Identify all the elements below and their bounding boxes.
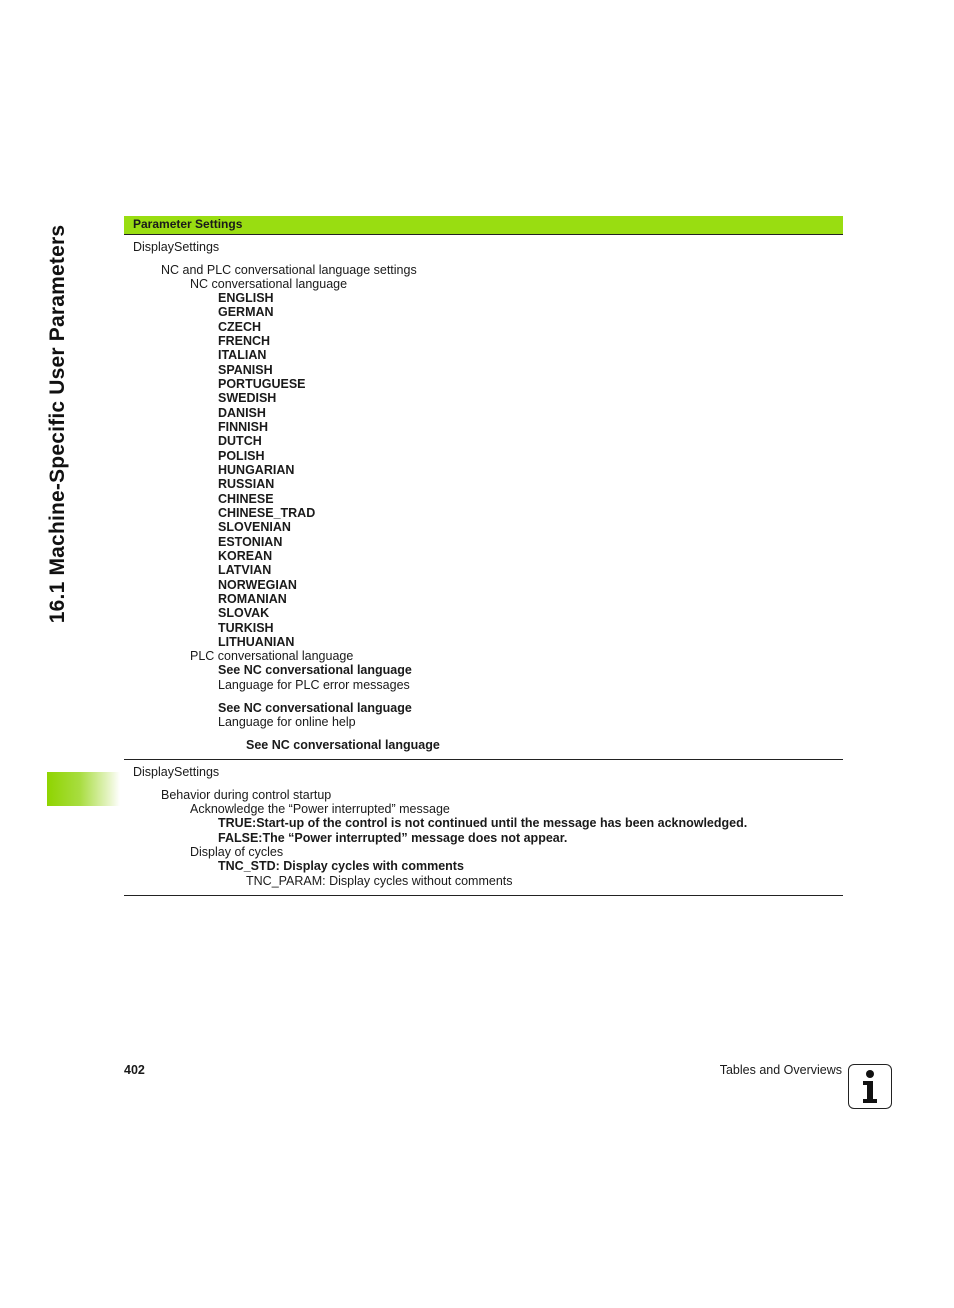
- nc-language-options: [218, 291, 315, 649]
- nc-language-option: FRENCH: [218, 333, 271, 348]
- section2-subgroup: Behavior during control startup: [161, 788, 332, 802]
- nc-language-option: CZECH: [218, 319, 262, 334]
- footer-section-title: Tables and Overviews: [719, 1063, 842, 1077]
- nc-language-option: SLOVAK: [218, 606, 270, 621]
- info-icon[interactable]: [848, 1064, 892, 1109]
- nc-language-option: CHINESE: [218, 491, 274, 506]
- nc-language-option: DUTCH: [218, 434, 262, 449]
- plc-error-language-label: Language for PLC error messages: [218, 678, 410, 692]
- nc-language-option: ROMANIAN: [218, 591, 287, 606]
- nc-language-option: DANISH: [218, 405, 266, 420]
- section1-subgroup: NC and PLC conversational language settings: [161, 263, 417, 277]
- cycles-param-option: TNC_PARAM: Display cycles without comments: [246, 874, 513, 888]
- nc-language-option: SLOVENIAN: [218, 520, 291, 535]
- table-header: [124, 216, 843, 235]
- nc-language-option: ESTONIAN: [218, 534, 283, 549]
- nc-language-option: NORWEGIAN: [218, 577, 297, 592]
- nc-language-option: ITALIAN: [218, 348, 267, 363]
- nc-language-option: ENGLISH: [218, 291, 274, 305]
- page-number: 402: [124, 1063, 145, 1077]
- nc-language-option: RUSSIAN: [218, 477, 275, 492]
- info-icon-glyph: [849, 1065, 891, 1108]
- nc-language-option: GERMAN: [218, 305, 274, 320]
- nc-language-option: SPANISH: [218, 362, 273, 377]
- chapter-title-text: 16.1 Machine-Specific User Parameters: [46, 224, 69, 624]
- table-bottom-rule: [124, 895, 843, 896]
- nc-language-option: KOREAN: [218, 548, 273, 563]
- online-help-language-value: See NC conversational language: [246, 738, 440, 752]
- plc-language-label: PLC conversational language: [190, 649, 354, 663]
- power-message-true-option: TRUE:Start-up of the control is not continued until the message has been acknowledged.: [218, 816, 748, 830]
- online-help-language-label: Language for online help: [218, 715, 356, 729]
- nc-language-option: POLISH: [218, 448, 265, 463]
- chapter-tab-marker: [47, 772, 120, 806]
- power-message-false-option: FALSE:The “Power interrupted” message does not appear.: [218, 831, 568, 845]
- nc-language-label: NC conversational language: [190, 277, 348, 291]
- table-header-title: Parameter Settings: [133, 217, 243, 231]
- cycles-label: Display of cycles: [190, 845, 284, 859]
- nc-language-option: SWEDISH: [218, 391, 277, 406]
- section2-group: DisplaySettings: [133, 765, 220, 779]
- plc-error-language-value: See NC conversational language: [218, 701, 412, 715]
- nc-language-option: PORTUGUESE: [218, 376, 306, 391]
- nc-language-option: TURKISH: [218, 620, 274, 635]
- nc-language-option: LITHUANIAN: [218, 634, 295, 649]
- power-message-label: Acknowledge the “Power interrupted” message: [190, 802, 450, 816]
- nc-language-option: FINNISH: [218, 419, 268, 434]
- nc-language-option: CHINESE_TRAD: [218, 505, 316, 520]
- section-divider: [124, 759, 843, 760]
- section1-group: DisplaySettings: [133, 240, 220, 254]
- nc-language-option: HUNGARIAN: [218, 462, 295, 477]
- cycles-std-option: TNC_STD: Display cycles with comments: [218, 859, 464, 873]
- plc-language-value: See NC conversational language: [218, 663, 412, 677]
- nc-language-option: LATVIAN: [218, 563, 272, 578]
